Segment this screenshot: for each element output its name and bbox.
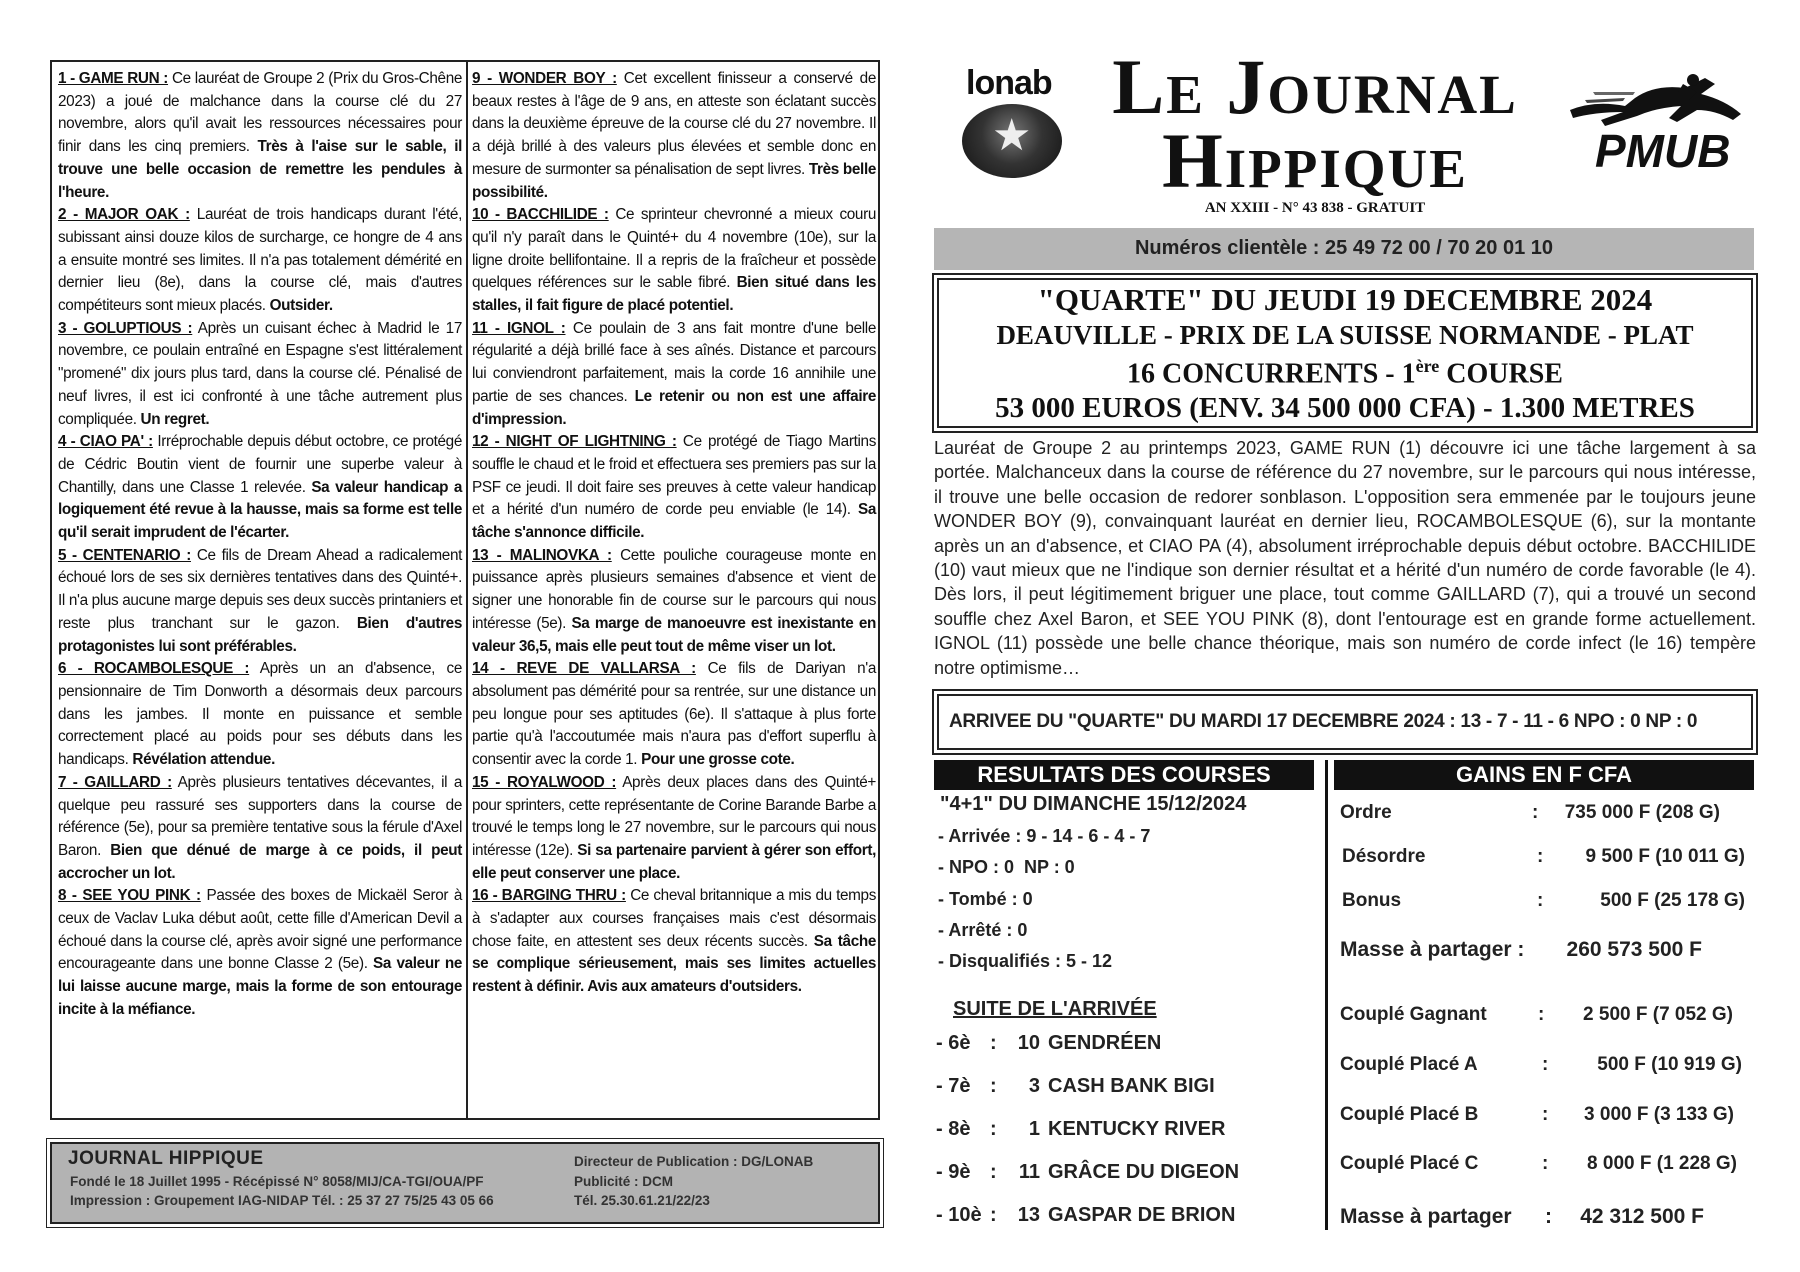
footer-director: Directeur de Publication : DG/LONAB: [574, 1154, 814, 1169]
results-line: - Tombé : 0: [938, 889, 1033, 909]
comments-column-left: [58, 68, 462, 1022]
results-line: - Arrivée : 9 - 14 - 6 - 4 - 7: [938, 826, 1151, 846]
horse-comment: 8 - SEE YOU PINK : Passée des boxes de Mickaël Seror à ceux de Vaclav Luka début août, cette fille d'American Devil a échoué dans la course clé, après avoir signé une performance encourageante dans une bonne Classe 2 (5e). Sa valeur ne lui laisse aucune marge, mais la forme de son entourage incite à la méfiance.: [58, 887, 462, 1018]
results-divider: [1325, 760, 1328, 1230]
horse-comment: 4 - CIAO PA' : Irréprochable depuis début octobre, ce protégé de Cédric Boutin vient de fournir une superbe valeur à Chantilly, dans une Classe 1 relevée. Sa valeur handicap a logiquement été revue à la hausse, mais sa forme est telle qu'il serait imprudent de l'écarter.: [58, 433, 462, 542]
race-venue: DEAUVILLE - PRIX DE LA SUISSE NORMANDE - PLAT: [996, 320, 1694, 350]
comments-column-right: [472, 68, 876, 999]
horse-comment: 3 - GOLUPTIOUS : Après un cuisant échec à Madrid le 17 novembre, ce poulain entraîné en Espagne s'est littéralement "promené" dix jours plus tard, dans la course clé. Pénalisé de neuf livres, il est ici confronté à une tâche autrement plus compliquée. Un regret.: [58, 319, 462, 428]
horse-comment: 11 - IGNOL : Ce poulain de 3 ans fait montre d'une belle régularité a déjà brillé face à ses aînés. Distance et parcours lui conviendront parfaitement, mais la corde 16 annihile une partie de ses chances. Le retenir ou non est une affaire d'impression.: [472, 319, 876, 428]
jockey-horse-icon: [1565, 70, 1755, 130]
footer-advertising: Publicité : DCM: [574, 1174, 674, 1189]
horse-comment: 13 - MALINOVKA : Cette pouliche courageuse monte en puissance après plusieurs semaines d'absence et vient de signer une honorable fin de course sur le parcours qui nous intéresse (5e). Sa marge de manoeuvre est inexistante en valeur 36,5, mais elle peut tout de même viser un lot.: [472, 546, 876, 655]
horse-comment: 16 - BARGING THRU : Ce cheval britannique a mis du temps à s'adapter aux courses françaises mais c'est désormais chose faite, en attestent ses deux récents succès. Sa tâche se complique sérieusement, mais ses limites actuelles restent à définir. Avis aux amateurs d'outsiders.: [472, 887, 877, 996]
footer-printing: Impression : Groupement IAG-NIDAP Tél. : 25 37 27 75/25 43 05 66: [70, 1193, 494, 1208]
race-summary: Lauréat de Groupe 2 au printemps 2023, GAME RUN (1) découvre ici une tâche largement à sa portée. Malchanceux dans la course de référence du 27 novembre, sur le parcours qui nous intéresse, il trouve une belle occasion de redorer sonblason. L'opposition sera emmenée par le toujours jeune WONDER BOY (9), convainquant lauréat en dernier lieu, ROCAMBOLESQUE (6), sur la montante après un an d'absence, et CIAO PA (4), absolument irréprochable depuis début octobre. BACCHILIDE (10) vaut mieux que ne l'indique son dernier résultat et a hérité d'un numéro de corde favorable (le 4). Dès lors, il peut légitimement briguer une place, tout comme GAILLARD (7), qui a trouvé un second souffle chez Axel Baron, et SEE YOU PINK (8), dont l'entourage est en grande forme actuellement. IGNOL (11) possède une belle chance théorique, mais son numéro de corde infect (le 16) tempère notre optimisme…: [934, 438, 1756, 678]
column-divider: [466, 62, 468, 1118]
client-phone-banner: Numéros clientèle : 25 49 72 00 / 70 20 01 10: [934, 228, 1754, 270]
horse-comments-box: [50, 60, 880, 1120]
horse-comment: 15 - ROYALWOOD : Après deux places dans des Quinté+ pour sprinters, cette représentante de Corine Barande Barbe a trouvé le temps long le 27 novembre, sur le parcours qui nous intéresse (12e). Si sa partenaire parvient à gérer son effort, elle peut conserver une place.: [472, 773, 876, 882]
results-line: - NPO : 0 NP : 0: [938, 857, 1075, 877]
gains-header: GAINS EN F CFA: [1334, 760, 1754, 790]
horse-comment: 6 - ROCAMBOLESQUE : Après un an d'absence, ce pensionnaire de Tim Donworth a désormais deux parcours dans les jambes. Il monte en puissance et semble correctement placé au poids pour ses débuts dans les handicaps. Révélation attendue.: [58, 660, 463, 769]
horse-comment: 2 - MAJOR OAK : Lauréat de trois handicaps durant l'été, subissant ainsi douze kilos de surcharge, ce hongre de 4 ans a ensuite montré ses limites. Il n'a pas totalement démérité en dernier lieu (8e), dans la course clé, mais d'autres compétiteurs sont mieux placés. Outsider.: [58, 206, 462, 315]
star-icon: ★: [992, 111, 1032, 160]
results-line: - Disqualifiés : 5 - 12: [938, 951, 1113, 971]
publication-footer: [50, 1142, 880, 1224]
horse-comment: 1 - GAME RUN : Ce lauréat de Groupe 2 (Prix du Gros-Chêne 2023) a joué de malchance dans la course clé du 27 novembre, alors qu'il avait les ressources nécessaires pour finir dans les cinq premiers. Très à l'aise sur le sable, il trouve une belle occasion de remettre les pendules à l'heure.: [58, 70, 463, 201]
horse-comment: 14 - REVE DE VALLARSA : Ce fils de Dariyan n'a absolument pas démérité pour sa rentrée, sur une distance un peu longue pour ses aptitudes (6e). Il s'attaque à plus forte partie qu'à l'accoutumée mais n'aura pas d'effort superflu à consentir avec la corde 1. Pour une grosse cote.: [472, 660, 876, 769]
horse-comment: 12 - NIGHT OF LIGHTNING : Ce protégé de Tiago Martins souffle le chaud et le froid et effectuera ses premiers pas sur la PSF ce jeudi. Il doit faire ses preuves à cette valeur handicap et a hérité d'un numéro de corde peu enviable (le 14). Sa tâche s'annonce difficile.: [472, 433, 876, 542]
results-race-title: "4+1" DU DIMANCHE 15/12/2024: [940, 793, 1247, 815]
race-info-box: [937, 278, 1753, 428]
results-header: RESULTATS DES COURSES: [934, 760, 1314, 790]
results-line: - Arrêté : 0: [938, 920, 1028, 940]
pmub-logo: PMUB: [1565, 70, 1755, 180]
footer-title: JOURNAL HIPPIQUE: [68, 1148, 264, 1169]
race-purse: 53 000 EUROS (ENV. 34 500 000 CFA) - 1.300 METRES: [995, 392, 1695, 424]
lonab-logo: lonab ★: [962, 58, 1072, 178]
race-title: "QUARTE" DU JEUDI 19 DECEMBRE 2024: [1037, 282, 1653, 317]
horse-comment: 7 - GAILLARD : Après plusieurs tentatives décevantes, il a quelque peu rassuré ses supporters dans la course de référence (5e), pour sa première tentative sous la férule d'Axel Baron. Bien que dénué de marge à ce poids, il peut accrocher un lot.: [58, 773, 462, 882]
horse-comment: 10 - BACCHILIDE : Ce sprinteur chevronné a mieux couru qu'il n'y paraît dans le Quinté+ du 4 novembre (10e), sur la ligne droite bellifontaine. Il a repris de la fraîcheur et possède quelques références sur le sable fibré. Bien situé dans les stalles, il fait figure de placé potentiel.: [472, 206, 876, 315]
newspaper-title: Le Journal Hippique: [1112, 43, 1518, 204]
race-runners: 16 CONCURRENTS - 1ère COURSE: [1127, 356, 1563, 390]
edition-info: AN XXIII - N° 43 838 - GRATUIT: [1204, 200, 1426, 216]
footer-founded: Fondé le 18 Juillet 1995 - Récépissé N° 8058/MIJ/CA-TGI/OUA/PF: [70, 1174, 484, 1189]
previous-arrival-box: ARRIVEE DU "QUARTE" DU MARDI 17 DECEMBRE 2024 : 13 - 7 - 11 - 6 NPO : 0 NP : 0: [937, 694, 1753, 750]
horse-comment: 5 - CENTENARIO : Ce fils de Dream Ahead a radicalement échoué lors de ses six dernières tentatives dans des Quinté+. Il n'a plus aucune marge depuis ses deux succès printaniers et reste plus tranchant sur le gazon. Bien d'autres protagonistes lui sont préférables.: [58, 546, 462, 655]
footer-phone: Tél. 25.30.61.21/22/23: [574, 1193, 710, 1208]
horse-comment: 9 - WONDER BOY : Cet excellent finisseur a conservé de beaux restes à l'âge de 9 ans, en atteste son éclatant succès dans la deuxième épreuve de la course clé du 27 novembre. Il a déjà brillé à des valeurs plus élevées et semble donc en mesure de surmonter sa pénalisation de sept livres. Très belle possibilité.: [472, 70, 876, 201]
suite-title: SUITE DE L'ARRIVÉE: [953, 998, 1157, 1020]
